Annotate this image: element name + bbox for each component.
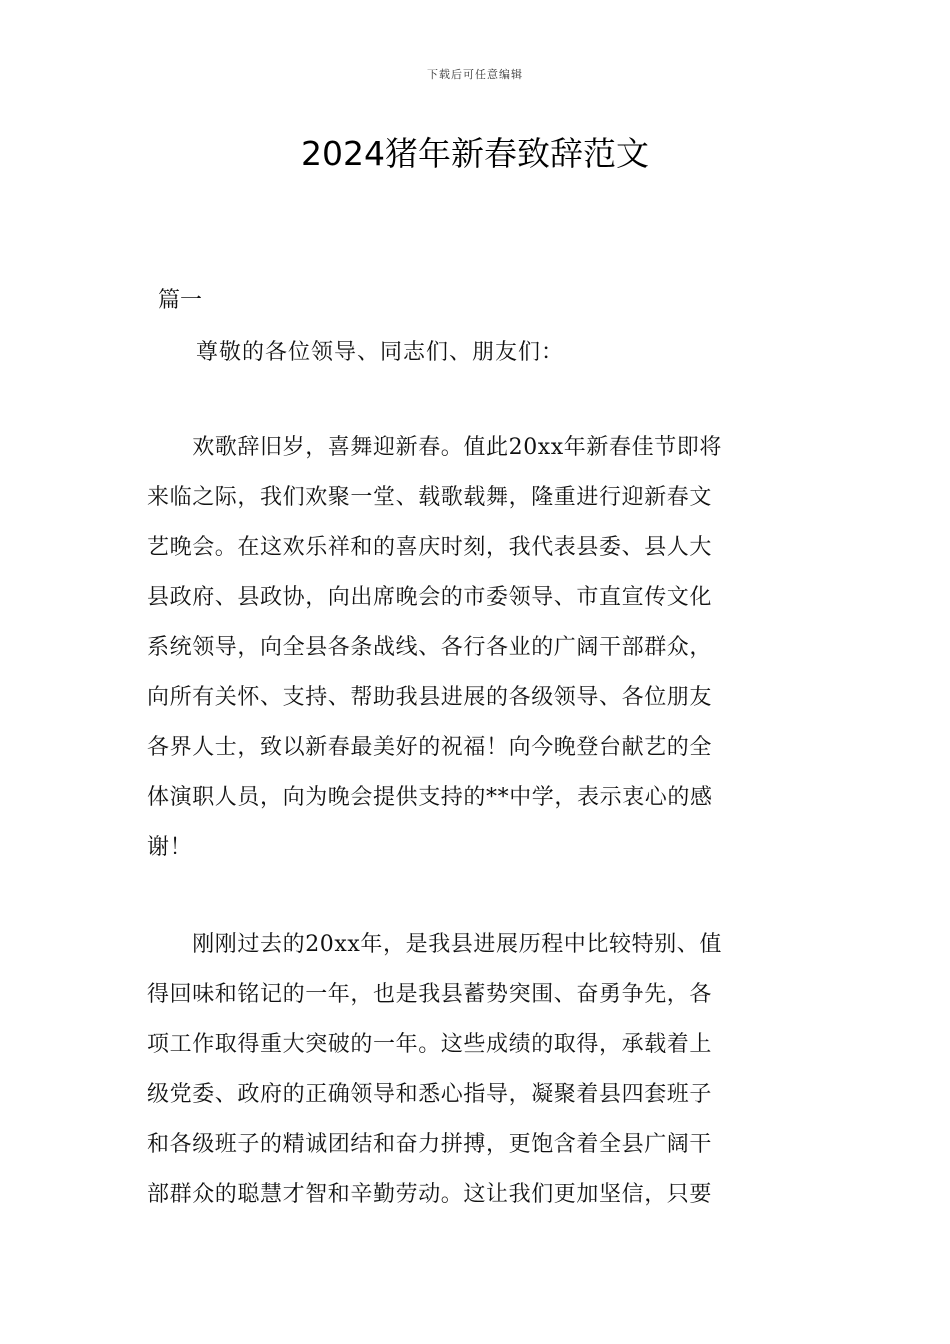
salutation: 尊敬的各位领导、同志们、朋友们： — [196, 340, 565, 365]
document-title: 2024猪年新春致辞范文 — [301, 134, 649, 173]
paragraph-line: 体演职人员，向为晚会提供支持的**中学，表示衷心的感 — [147, 785, 713, 810]
paragraph-line: 项工作取得重大突破的一年。这些成绩的取得，承载着上 — [147, 1032, 713, 1057]
paragraph-line: 各界人士，致以新春最美好的祝福！向今晚登台献艺的全 — [147, 735, 713, 760]
paragraph-2 — [147, 920, 812, 1220]
paragraph-line: 级党委、政府的正确领导和悉心指导，凝聚着县四套班子 — [147, 1082, 713, 1107]
paragraph-line: 艺晚会。在这欢乐祥和的喜庆时刻，我代表县委、县人大 — [147, 535, 713, 560]
section-heading: 篇一 — [158, 288, 203, 313]
paragraph-line: 向所有关怀、支持、帮助我县进展的各级领导、各位朋友 — [147, 685, 713, 710]
paragraph-line: 和各级班子的精诚团结和奋力拼搏，更饱含着全县广阔干 — [147, 1132, 713, 1157]
header-note: 下载后可任意编辑 — [427, 68, 523, 81]
paragraph-line: 部群众的聪慧才智和辛勤劳动。这让我们更加坚信，只要 — [147, 1182, 713, 1207]
paragraph-line: 欢歌辞旧岁，喜舞迎新春。值此20xx年新春佳节即将 — [147, 435, 723, 460]
paragraph-line: 系统领导，向全县各条战线、各行各业的广阔干部群众， — [147, 635, 713, 660]
paragraph-line: 县政府、县政协，向出席晚会的市委领导、市直宣传文化 — [147, 585, 713, 610]
paragraph-line: 得回味和铭记的一年，也是我县蓄势突围、奋勇争先，各 — [147, 982, 713, 1007]
paragraph-line: 谢！ — [147, 835, 193, 860]
paragraph-line: 来临之际，我们欢聚一堂、载歌载舞，隆重进行迎新春文 — [147, 485, 713, 510]
paragraph-1 — [147, 423, 812, 873]
paragraph-line: 刚刚过去的20xx年，是我县进展历程中比较特别、值 — [147, 932, 723, 957]
